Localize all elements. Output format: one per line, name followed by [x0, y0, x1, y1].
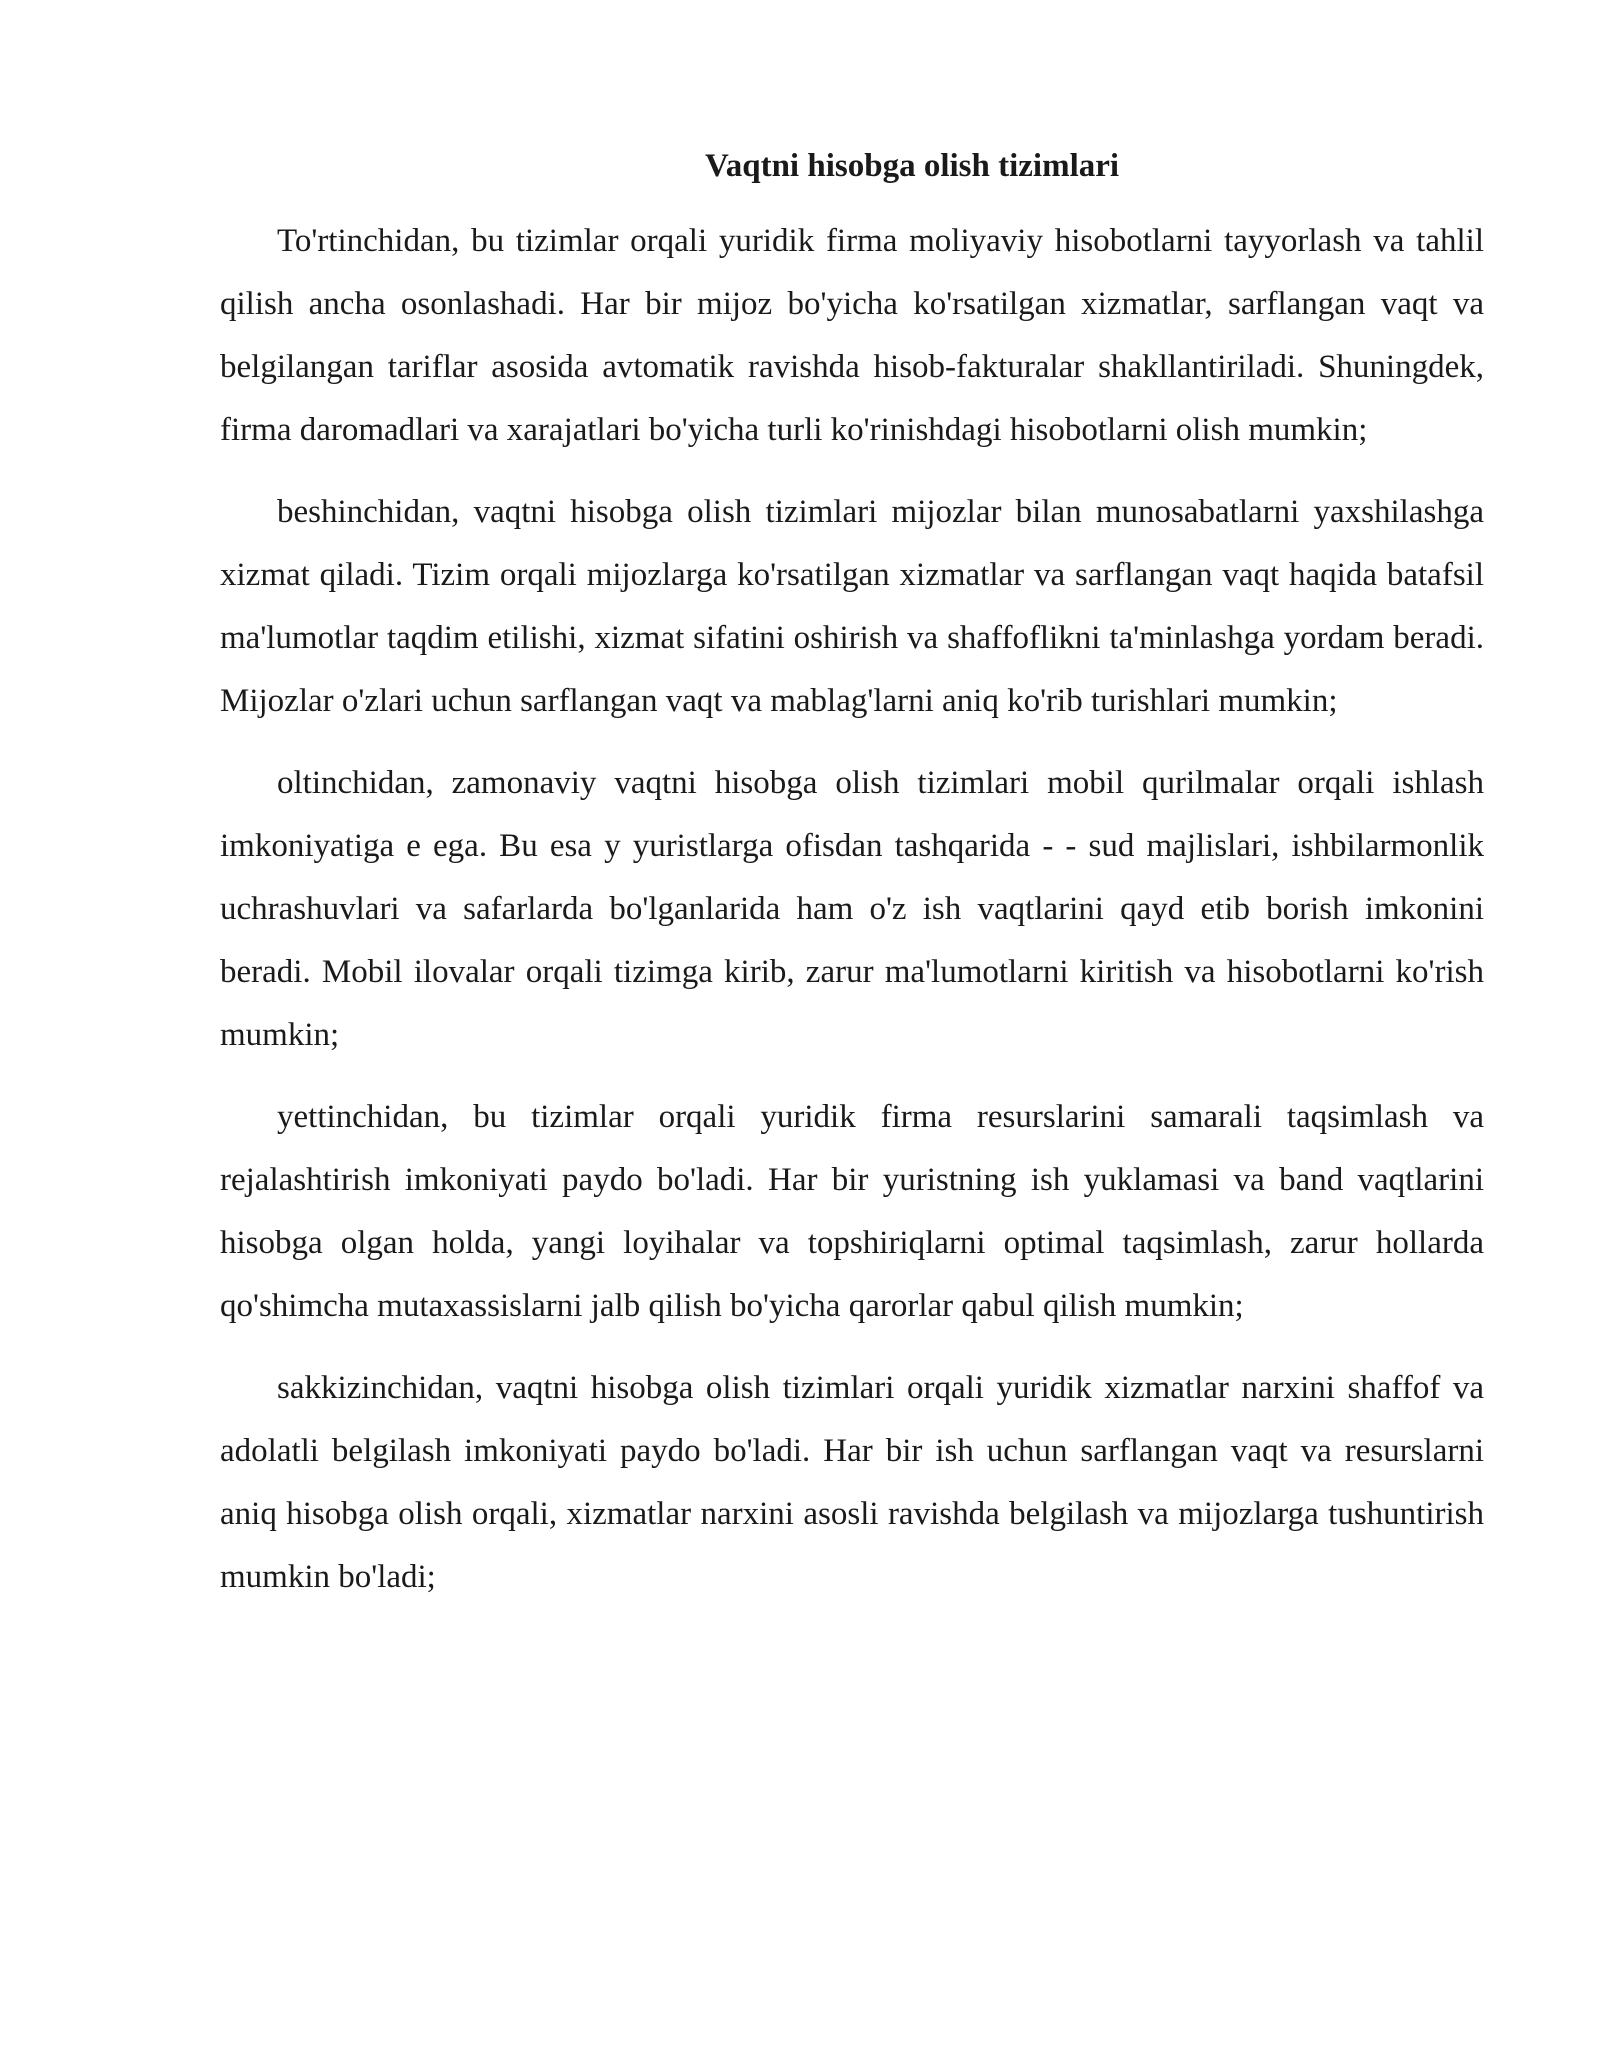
paragraph-4: yettinchidan, bu tizimlar orqali yuridik firma resurslarini samarali taqsimlash va rejalashtirish imkoniyati paydo bo'ladi. Har bir yuristning ish yuklamasi va band vaqtlarini hisobga olgan holda, yangi loyihalar va topshiriqlarni optimal taqsimlash, zarur hollarda qo'shimcha mutaxassislarni jalb qilish bo'yicha qarorlar qabul qilish mumkin;	[220, 1099, 1484, 1324]
paragraph-2: beshinchidan, vaqtni hisobga olish tizimlari mijozlar bilan munosabatlarni yaxshilashga xizmat qiladi. Tizim orqali mijozlarga ko'rsatilgan xizmatlar va sarflangan vaqt haqida batafsil ma'lumotlar taqdim etilishi, xizmat sifatini oshirish va shaffoflikni ta'minlashga yordam beradi. Mijozlar o'zlari uchun sarflangan vaqt va mablag'larni aniq ko'rib turishlari mumkin;	[220, 494, 1484, 719]
paragraph-3: oltinchidan, zamonaviy vaqtni hisobga olish tizimlari mobil qurilmalar orqali ishlash imkoniyatiga e ega. Bu esa y yuristlarga ofisdan tashqarida - - sud majlislari, ishbilarmonlik uchrashuvlari va safarlarda bo'lganlarida ham o'z ish vaqtlarini qayd etib borish imkonini beradi. Mobil ilovalar orqali tizimga kirib, zarur ma'lumotlarni kiritish va hisobotlarni ko'rish mumkin;	[220, 765, 1484, 1053]
page-title: Vaqtni hisobga olish tizimlari	[704, 148, 1120, 184]
paragraph-1: To'rtinchidan, bu tizimlar orqali yuridik firma moliyaviy hisobotlarni tayyorlash va tahlil qilish ancha osonlashadi. Har bir mijoz bo'yicha ko'rsatilgan xizmatlar, sarflangan vaqt va belgilangan tariflar asosida avtomatik ravishda hisob-fakturalar shakllantiriladi. Shuningdek, firma daromadlari va xarajatlari bo'yicha turli ko'rinishdagi hisobotlarni olish mumkin;	[220, 223, 1484, 448]
paragraph-5: sakkizinchidan, vaqtni hisobga olish tizimlari orqali yuridik xizmatlar narxini shaffof va adolatli belgilash imkoniyati paydo bo'ladi. Har bir ish uchun sarflangan vaqt va resurslarni aniq hisobga olish orqali, xizmatlar narxini asosli ravishda belgilash va mijozlarga tushuntirish mumkin bo'ladi;	[220, 1370, 1484, 1595]
document-page	[220, 142, 1484, 1628]
